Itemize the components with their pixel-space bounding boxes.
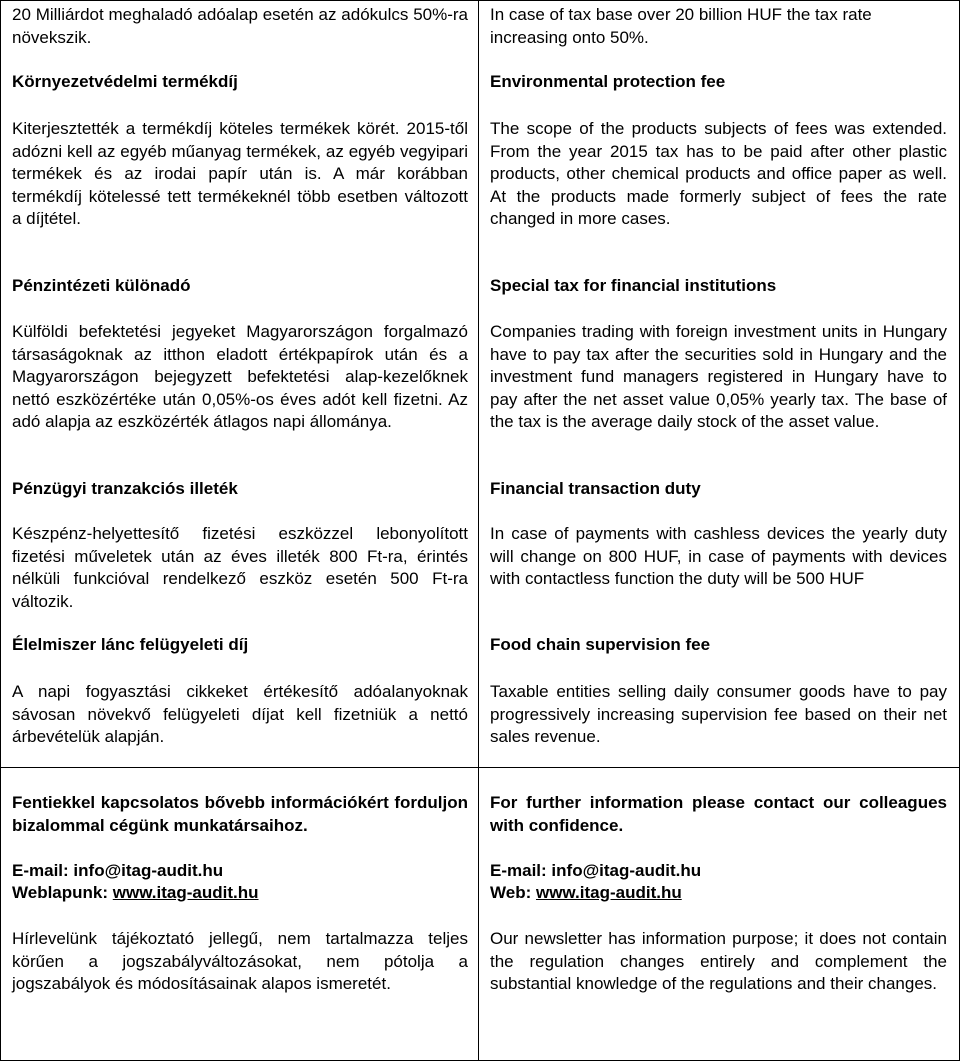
food-text: A napi fogyasztási cikkeket értékesítő adóalanyoknak sávosan növekvő felügyeleti díjat kell fizetniük a nettó árbevételük alapján. [12, 682, 468, 746]
disclaimer: Our newsletter has information purpose; it does not contain the regulation changes entirely and complement the substantial knowledge of the regulations and their changes. [490, 929, 947, 993]
contact-intro: Fentiekkel kapcsolatos bővebb információkért forduljon bizalommal cégünk munkatársaihoz. [12, 793, 468, 835]
fin-text: Külföldi befektetési jegyeket Magyarországon forgalmazó társaságoknak az itthon eladott értékpapírok után és a Magyarországon bejegyzett befektetési alap-kezelőknek nettó eszközértéke után 0,05%-os éves adót kell fizetni. Az adó alapja az eszközérték átlagos napi állománya. [12, 322, 468, 431]
env-text: The scope of the products subjects of fees was extended. From the year 2015 tax has to be paid after other plastic products, other chemical products and office paper as well. At the products made formerly subject of fees the rate changed in more cases. [490, 119, 947, 228]
email-line [12, 860, 468, 883]
email-label: E-mail: [490, 861, 547, 880]
email-label: E-mail: [12, 861, 69, 880]
tx-heading: Financial transaction duty [490, 479, 701, 498]
env-heading: Környezetvédelmi termékdíj [12, 72, 238, 91]
contact-intro: For further information please contact our colleagues with confidence. [490, 793, 947, 835]
env-text: Kiterjesztették a termékdíj köteles termékek körét. 2015-től adózni kell az egyéb műanyag termékek, az egyéb vegyipari termékek és az irodai papír után is. A már korábban termékdíj kötelessé tett termékeknél több esetben változott a díjtétel. [12, 119, 468, 228]
email-link[interactable]: info@itag-audit.hu [73, 861, 224, 880]
web-line [490, 882, 947, 905]
column-divider [478, 0, 479, 1060]
intro-text: 20 Milliárdot meghaladó adóalap esetén az adókulcs 50%-ra növekszik. [12, 5, 468, 47]
web-label: Weblapunk: [12, 883, 109, 902]
tx-heading: Pénzügyi tranzakciós illeték [12, 479, 238, 498]
disclaimer: Hírlevelünk tájékoztató jellegű, nem tartalmazza teljes körűen a jogszabályváltozásokat, nem pótolja a jogszabályok és módosításainak alapos ismeretét. [12, 929, 468, 993]
email-link[interactable]: info@itag-audit.hu [551, 861, 702, 880]
intro-text: In case of tax base over 20 billion HUF the tax rate increasing onto 50%. [490, 5, 872, 47]
email-line [490, 860, 947, 883]
food-heading: Food chain supervision fee [490, 635, 711, 654]
web-link[interactable]: www.itag-audit.hu [535, 883, 682, 902]
web-link[interactable]: www.itag-audit.hu [112, 883, 259, 902]
web-label: Web: [490, 883, 532, 902]
food-text: Taxable entities selling daily consumer goods have to pay progressively increasing supervision fee based on their net sales revenue. [490, 682, 947, 746]
fin-text: Companies trading with foreign investment units in Hungary have to pay tax after the securities sold in Hungary and the investment fund managers registered in Hungary have to pay after the net asset value 0,05% yearly tax. The base of the tax is the average daily stock of the asset value. [490, 322, 947, 431]
web-line [12, 882, 468, 905]
tx-text: In case of payments with cashless devices the yearly duty will change on 800 HUF, in case of payments with devices with contactless function the duty will be 500 HUF [490, 524, 947, 588]
food-heading: Élelmiszer lánc felügyeleti díj [12, 635, 249, 654]
fin-heading: Pénzintézeti különadó [12, 276, 191, 295]
env-heading: Environmental protection fee [490, 72, 726, 91]
fin-heading: Special tax for financial institutions [490, 276, 777, 295]
row-divider [0, 767, 960, 768]
tx-text: Készpénz-helyettesítő fizetési eszközzel lebonyolított fizetési műveletek után az éves illeték 800 Ft-ra, érintés nélküli funkcióval rendelkező eszköz esetén 500 Ft-ra változik. [12, 524, 468, 611]
